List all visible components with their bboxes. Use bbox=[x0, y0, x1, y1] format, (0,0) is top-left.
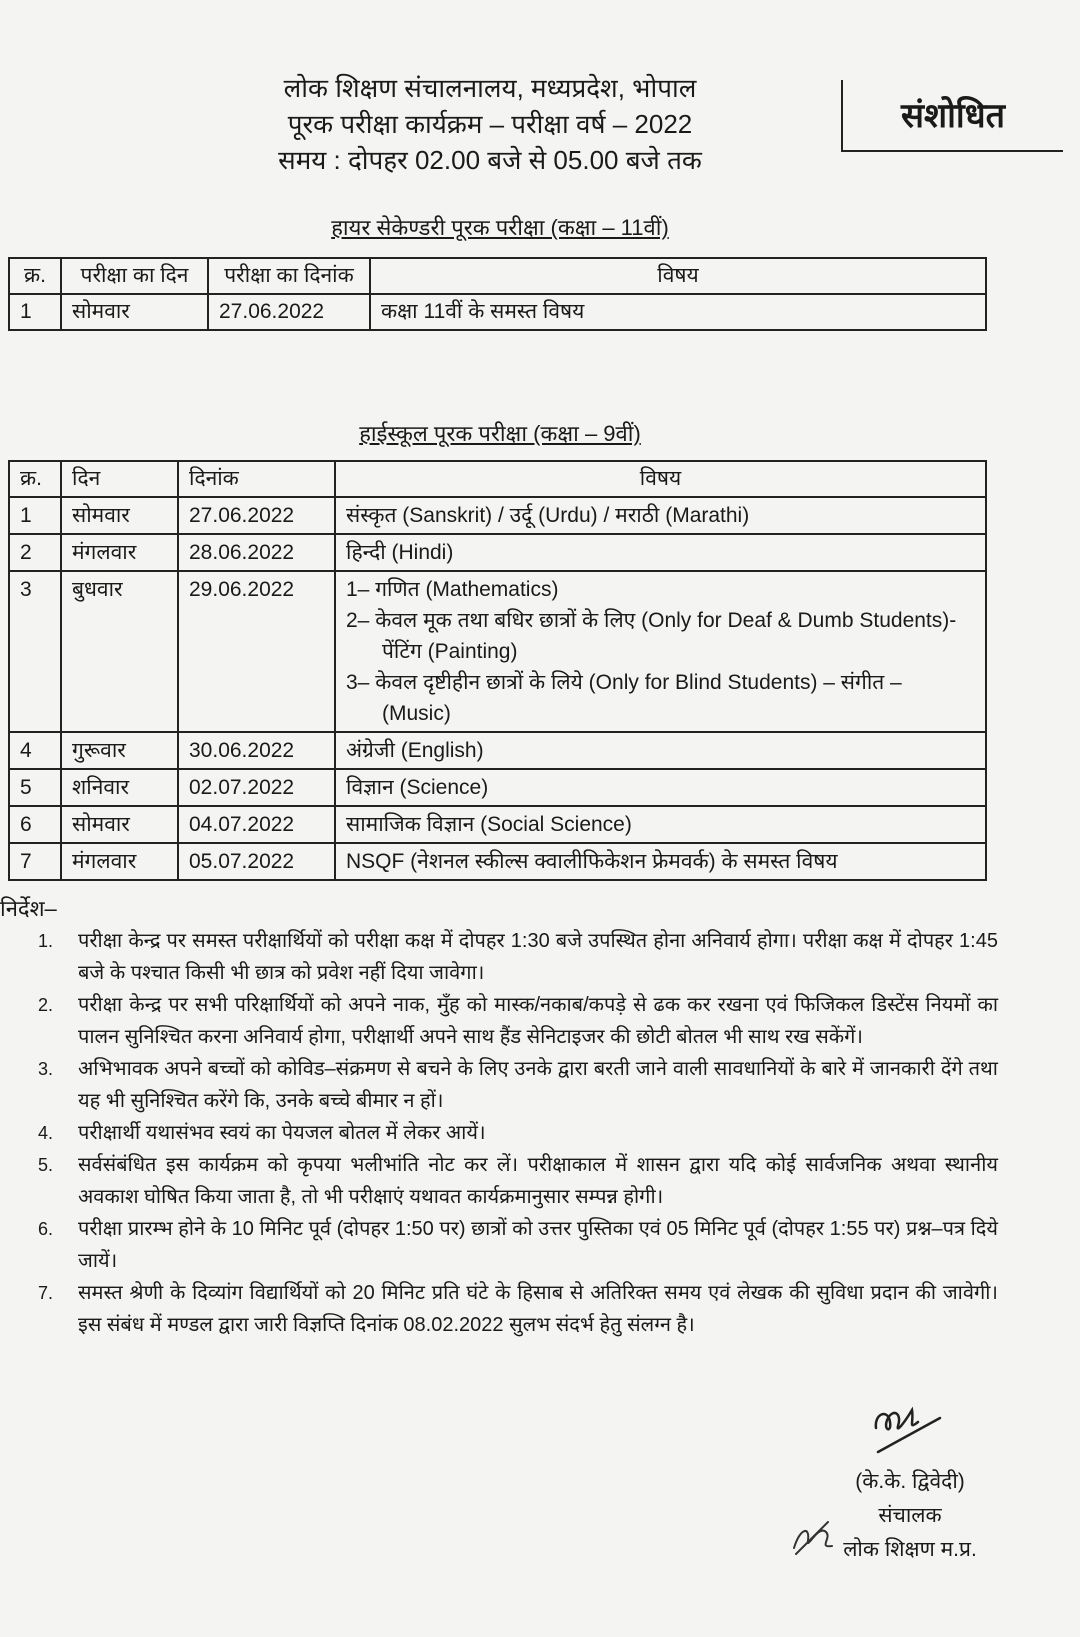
item-number: 3. bbox=[38, 1059, 54, 1079]
col-header-subject: विषय bbox=[335, 461, 986, 497]
signatory-designation: संचालक bbox=[878, 1504, 942, 1527]
table-row bbox=[9, 843, 986, 880]
col-header-date: दिनांक bbox=[178, 461, 335, 497]
hss-table bbox=[8, 257, 987, 331]
cell-subject: हिन्दी (Hindi) bbox=[335, 534, 986, 571]
col-header-date: परीक्षा का दिनांक bbox=[208, 258, 370, 294]
cell-sno: 6 bbox=[9, 806, 61, 843]
subject-item-3: 3– केवल दृष्टीहीन छात्रों के लिये (Only for Blind Students) – संगीत – (Music) bbox=[346, 671, 902, 725]
item-number: 7. bbox=[38, 1283, 54, 1303]
item-text: परीक्षा प्रारम्भ होने के 10 मिनिट पूर्व (दोपहर 1:50 पर) छात्रों को उत्तर पुस्तिका एवं 05 मिनिट पूर्व (दोपहर 1:55 पर) प्रश्न–पत्र दिये जायें। bbox=[78, 1218, 998, 1272]
cell-sno: 3 bbox=[9, 571, 61, 732]
hs-title: हाईस्कूल पूरक परीक्षा (कक्षा – 9वीं) bbox=[359, 421, 641, 446]
item-number: 6. bbox=[38, 1219, 54, 1239]
cell-date: 05.07.2022 bbox=[178, 843, 335, 880]
cell-sno: 1 bbox=[9, 497, 61, 534]
cell-subject: कक्षा 11वीं के समस्त विषय bbox=[370, 294, 986, 330]
cell-subject: विज्ञान (Science) bbox=[335, 769, 986, 806]
item-text: सर्वसंबंधित इस कार्यक्रम को कृपया भलीभांति नोट कर लें। परीक्षाकाल में शासन द्वारा यदि कोई सार्वजनिक अथवा स्थानीय अवकाश घोषित किया जाता है, तो भी परीक्षाएं यथावत कार्यक्रमानुसार सम्पन्न होगी। bbox=[78, 1154, 998, 1208]
cell-subject: NSQF (नेशनल स्कील्स क्वालीफिकेशन फ्रेमवर्क) के समस्त विषय bbox=[335, 843, 986, 880]
cell-sno: 7 bbox=[9, 843, 61, 880]
signatory-name: (के.के. द्विवेदी) bbox=[855, 1470, 965, 1493]
list-item bbox=[30, 1053, 998, 1117]
cell-date: 04.07.2022 bbox=[178, 806, 335, 843]
cell-date: 27.06.2022 bbox=[178, 497, 335, 534]
cell-day: सोमवार bbox=[61, 497, 178, 534]
table-row bbox=[9, 806, 986, 843]
col-header-sno: क्र. bbox=[9, 461, 61, 497]
table-header-row bbox=[9, 461, 986, 497]
cell-date: 30.06.2022 bbox=[178, 732, 335, 769]
cell-date: 28.06.2022 bbox=[178, 534, 335, 571]
header-line-3: समय : दोपहर 02.00 बजे से 05.00 बजे तक bbox=[278, 145, 702, 175]
col-header-sno: क्र. bbox=[9, 258, 61, 294]
table-row bbox=[9, 534, 986, 571]
cell-sno: 4 bbox=[9, 732, 61, 769]
cell-subject bbox=[335, 571, 986, 732]
cell-sno: 5 bbox=[9, 769, 61, 806]
item-number: 5. bbox=[38, 1155, 54, 1175]
cell-day: मंगलवार bbox=[61, 843, 178, 880]
subject-item-2: 2– केवल मूक तथा बधिर छात्रों के लिए (Only for Deaf & Dumb Students)- पेंटिंग (Painting) bbox=[346, 609, 957, 663]
initials-mark bbox=[788, 1518, 838, 1558]
signature-block bbox=[820, 1465, 1000, 1567]
cell-date: 02.07.2022 bbox=[178, 769, 335, 806]
header-line-2: पूरक परीक्षा कार्यक्रम – परीक्षा वर्ष – 2022 bbox=[287, 109, 693, 139]
hss-title: हायर सेकेण्डरी पूरक परीक्षा (कक्षा – 11वीं) bbox=[331, 215, 669, 240]
item-number: 2. bbox=[38, 995, 54, 1015]
revised-stamp: संशोधित bbox=[841, 80, 1063, 152]
table-row bbox=[9, 497, 986, 534]
list-item bbox=[30, 1277, 998, 1341]
item-text: परीक्षा केन्द्र पर समस्त परीक्षार्थियों को परीक्षा कक्ष में दोपहर 1:30 बजे उपस्थित होना अनिवार्य होगा। परीक्षा कक्ष में दोपहर 1:45 बजे के पश्चात किसी भी छात्र को प्रवेश नहीं दिया जावेगा। bbox=[78, 930, 998, 984]
cell-sno: 2 bbox=[9, 534, 61, 571]
col-header-day: परीक्षा का दिन bbox=[61, 258, 208, 294]
cell-subject: अंग्रेजी (English) bbox=[335, 732, 986, 769]
item-text: अभिभावक अपने बच्चों को कोविड–संक्रमण से बचने के लिए उनके द्वारा बरती जाने वाली सावधानियों के बारे में जानकारी देंगे तथा यह भी सुनिश्चित करेंगे कि, उनके बच्चे बीमार न हों। bbox=[78, 1058, 998, 1112]
col-header-subject: विषय bbox=[370, 258, 986, 294]
item-text: परीक्षार्थी यथासंभव स्वयं का पेयजल बोतल में लेकर आयें। bbox=[78, 1122, 486, 1144]
item-text: परीक्षा केन्द्र पर सभी परिक्षार्थियों को अपने नाक, मुँह को मास्क/नकाब/कपड़े से ढक कर रखना एवं फिजिकल डिस्टेंस नियमों का पालन सुनिश्चित करना अनिवार्य होगा, परीक्षार्थी अपने साथ हैंड सेनिटाइजर की छोटी बोतल भी साथ रख सकेंगें। bbox=[78, 994, 998, 1048]
item-text: समस्त श्रेणी के दिव्यांग विद्यार्थियों को 20 मिनिट प्रति घंटे के हिसाब से अतिरिक्त समय एवं लेखक की सुविधा प्रदान की जावेगी। इस संबंध में मण्डल द्वारा जारी विज्ञप्ति दिनांक 08.02.2022 सुलभ संदर्भ हेतु संलग्न है। bbox=[78, 1282, 998, 1336]
table-header-row bbox=[9, 258, 986, 294]
item-number: 4. bbox=[38, 1123, 54, 1143]
col-header-day: दिन bbox=[61, 461, 178, 497]
document-header bbox=[200, 70, 780, 178]
cell-day: सोमवार bbox=[61, 294, 208, 330]
cell-day: सोमवार bbox=[61, 806, 178, 843]
cell-subject: सामाजिक विज्ञान (Social Science) bbox=[335, 806, 986, 843]
cell-day: मंगलवार bbox=[61, 534, 178, 571]
cell-day: गुरूवार bbox=[61, 732, 178, 769]
list-item bbox=[30, 989, 998, 1053]
list-item bbox=[30, 1117, 998, 1149]
list-item bbox=[30, 925, 998, 989]
item-number: 1. bbox=[38, 931, 54, 951]
instructions-label: निर्देश– bbox=[0, 896, 57, 921]
table-row bbox=[9, 294, 986, 330]
hs-table bbox=[8, 460, 987, 881]
cell-sno: 1 bbox=[9, 294, 61, 330]
table-row bbox=[9, 571, 986, 732]
cell-subject: संस्कृत (Sanskrit) / उर्दू (Urdu) / मराठी (Marathi) bbox=[335, 497, 986, 534]
list-item bbox=[30, 1149, 998, 1213]
header-line-1: लोक शिक्षण संचालनालय, मध्यप्रदेश, भोपाल bbox=[283, 73, 697, 103]
cell-date: 27.06.2022 bbox=[208, 294, 370, 330]
table-row bbox=[9, 732, 986, 769]
signatory-office: लोक शिक्षण म.प्र. bbox=[843, 1538, 977, 1561]
cell-date: 29.06.2022 bbox=[178, 571, 335, 732]
cell-day: शनिवार bbox=[61, 769, 178, 806]
instructions-list bbox=[30, 925, 998, 1341]
signature-mark bbox=[868, 1400, 948, 1460]
subject-item-1: 1– गणित (Mathematics) bbox=[346, 578, 559, 601]
table-row bbox=[9, 769, 986, 806]
cell-day: बुधवार bbox=[61, 571, 178, 732]
list-item bbox=[30, 1213, 998, 1277]
